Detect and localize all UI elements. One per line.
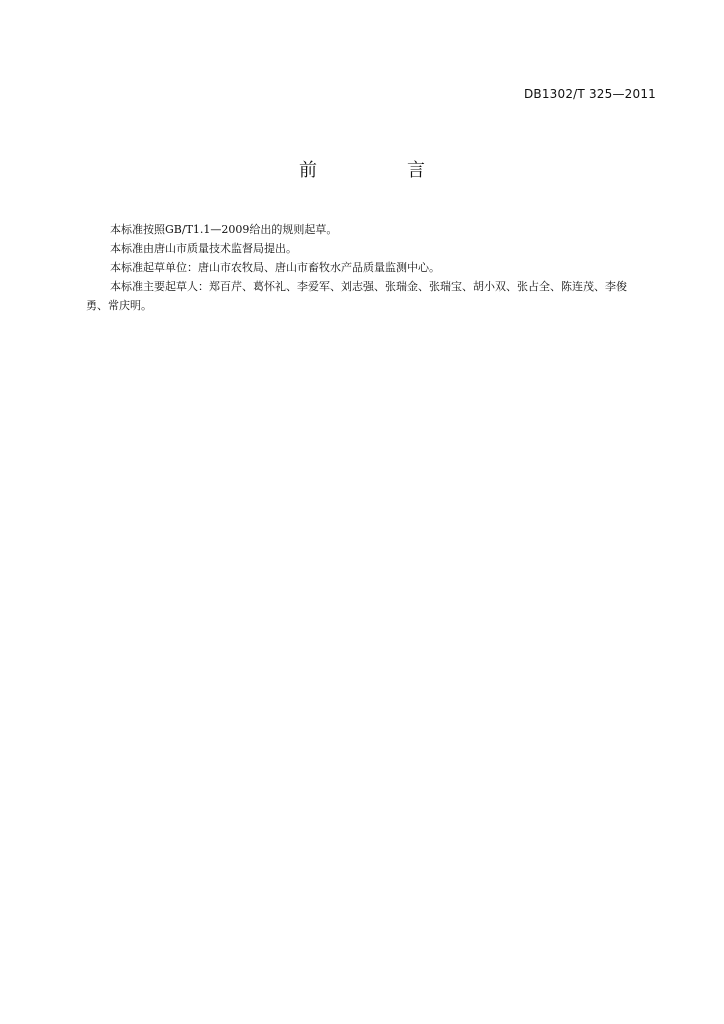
- preface-paragraph-main-drafters: 本标准主要起草人：郑百芹、葛怀礼、李爱军、刘志强、张瑞金、张瑞宝、胡小双、张占全、陈连茂、李俊勇、常庆明。: [86, 280, 627, 312]
- standard-code: DB1302/T 325—2011: [523, 87, 656, 101]
- preface-body: [86, 220, 646, 315]
- preface-title: 前 言: [299, 160, 461, 181]
- preface-paragraph-drafting-rules: 本标准按照GB/T1.1—2009给出的规则起草。: [110, 223, 338, 236]
- preface-paragraph-drafting-units: 本标准起草单位：唐山市农牧局、唐山市畜牧水产品质量监测中心。: [110, 261, 440, 274]
- preface-paragraph-proposer: 本标准由唐山市质量技术监督局提出。: [110, 242, 297, 255]
